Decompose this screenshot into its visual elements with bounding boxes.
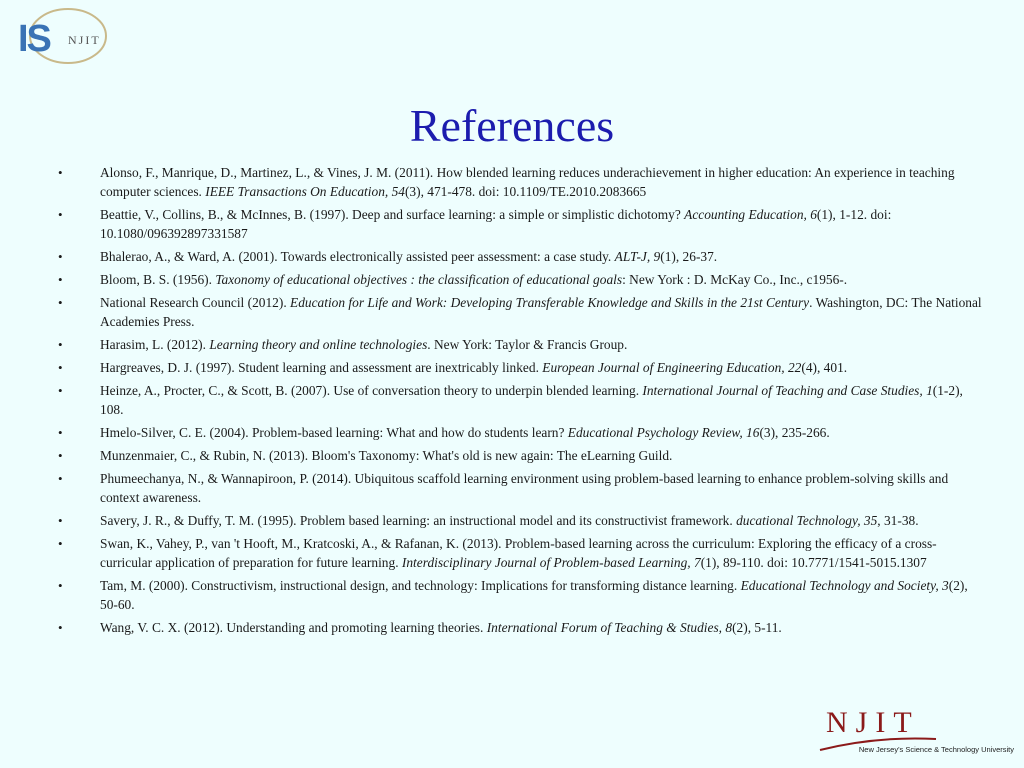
bullet-icon: •: [58, 513, 63, 528]
reference-text: Swan, K., Vahey, P., van 't Hooft, M., Kratcoski, A., & Rafanan, K. (2013). Problem-based learning across the curriculum: Exploring the efficacy of a cross-curricular application of preparation for future learning.: [100, 536, 937, 570]
reference-text: Bhalerao, A., & Ward, A. (2001). Towards electronically assisted peer assessment: a case study.: [100, 249, 615, 264]
njit-footer-logo: [816, 706, 1016, 754]
reference-text: Tam, M. (2000). Constructivism, instructional design, and technology: Implications for transforming distance learning.: [100, 578, 741, 593]
reference-source: ALT-J, 9: [614, 249, 661, 264]
reference-text: Phumeechanya, N., & Wannapiroon, P. (2014). Ubiquitous scaffold learning environment using problem-based learning to enhance problem-solving skills and context awareness.: [100, 471, 949, 505]
njit-letters: NJIT: [826, 706, 920, 739]
reference-text: Heinze, A., Procter, C., & Scott, B. (2007). Use of conversation theory to underpin blended learning.: [100, 383, 643, 398]
reference-source: European Journal of Engineering Education, 22: [542, 360, 802, 375]
logo-main-text: IS: [18, 18, 50, 60]
reference-item: [56, 511, 984, 530]
reference-source: Educational Psychology Review, 16: [567, 425, 760, 440]
reference-details: (2), 50-60.: [100, 578, 968, 612]
reference-item: [56, 358, 984, 377]
njit-tagline: New Jersey's Science & Technology University: [858, 745, 1014, 754]
reference-item: [56, 205, 984, 243]
reference-item: [56, 381, 984, 419]
reference-text: National Research Council (2012).: [100, 295, 291, 310]
reference-source: International Forum of Teaching & Studies, 8: [486, 620, 733, 635]
reference-details: (1), 1-12. doi: 10.1080/096392897331587: [100, 207, 892, 241]
reference-source: Taxonomy of educational objectives : the classification of educational goals: [215, 272, 623, 287]
bullet-icon: •: [58, 471, 63, 486]
bullet-icon: •: [58, 337, 63, 352]
page-title: References: [409, 99, 615, 151]
bullet-icon: •: [58, 295, 63, 310]
reference-details: (1), 26-37.: [660, 249, 718, 264]
reference-item: [56, 335, 984, 354]
bullet-icon: •: [58, 207, 63, 222]
reference-source: Educational Technology and Society, 3: [740, 578, 949, 593]
reference-source: International Journal of Teaching and Case Studies, 1: [642, 383, 933, 398]
bullet-icon: •: [58, 272, 63, 287]
bullet-icon: •: [58, 249, 63, 264]
reference-source: Interdisciplinary Journal of Problem-based Learning, 7: [401, 555, 701, 570]
reference-details: (3), 235-266.: [759, 425, 830, 440]
reference-text: Beattie, V., Collins, B., & McInnes, B. (1997). Deep and surface learning: a simple or simplistic dichotomy?: [100, 207, 685, 222]
reference-text: Alonso, F., Manrique, D., Martinez, L., & Vines, J. M. (2011). How blended learning reduces underachievement in higher education: An experience in teaching computer sciences.: [100, 165, 955, 199]
reference-item: [56, 163, 984, 201]
reference-item: [56, 618, 984, 637]
reference-details: : New York : D. McKay Co., Inc., c1956-.: [622, 272, 848, 287]
reference-source: ducational Technology, 35: [736, 513, 878, 528]
reference-text: Savery, J. R., & Duffy, T. M. (1995). Problem based learning: an instructional model and its constructivist framework.: [100, 513, 737, 528]
reference-details: (2), 5-11.: [732, 620, 782, 635]
reference-details: (1), 89-110. doi: 10.7771/1541-5015.1307: [700, 555, 927, 570]
reference-details: . Washington, DC: The National Academies Press.: [100, 295, 982, 329]
reference-item: [56, 293, 984, 331]
reference-details: . New York: Taylor & Francis Group.: [427, 337, 628, 352]
reference-item: [56, 469, 984, 507]
bullet-icon: •: [58, 165, 63, 180]
bullet-icon: •: [58, 425, 63, 440]
reference-source: IEEE Transactions On Education, 54: [205, 184, 405, 199]
reference-details: (4), 401.: [801, 360, 848, 375]
bullet-icon: •: [58, 383, 63, 398]
reference-item: [56, 534, 984, 572]
bullet-icon: •: [58, 578, 63, 593]
bullet-icon: •: [58, 360, 63, 375]
reference-text: Hargreaves, D. J. (1997). Student learning and assessment are inextricably linked.: [100, 360, 543, 375]
reference-text: Munzenmaier, C., & Rubin, N. (2013). Bloom's Taxonomy: What's old is new again: The eLearning Guild.: [100, 448, 673, 463]
reference-item: [56, 423, 984, 442]
logo-small-text: NJIT: [68, 33, 101, 47]
references-list: [56, 163, 984, 641]
reference-source: Accounting Education, 6: [684, 207, 817, 222]
reference-text: Harasim, L. (2012).: [100, 337, 210, 352]
is-njit-logo: [8, 6, 108, 68]
reference-details: , 31-38.: [877, 513, 919, 528]
reference-text: Hmelo-Silver, C. E. (2004). Problem-based learning: What and how do students learn?: [100, 425, 568, 440]
bullet-icon: •: [58, 448, 63, 463]
reference-details: (1-2), 108.: [100, 383, 963, 417]
bullet-icon: •: [58, 536, 63, 551]
reference-item: [56, 270, 984, 289]
reference-item: [56, 446, 984, 465]
reference-source: Learning theory and online technologies: [209, 337, 428, 352]
reference-text: Bloom, B. S. (1956).: [100, 272, 216, 287]
reference-text: Wang, V. C. X. (2012). Understanding and promoting learning theories.: [100, 620, 487, 635]
reference-source: Education for Life and Work: Developing Transferable Knowledge and Skills in the 21st Century: [290, 295, 810, 310]
reference-item: [56, 247, 984, 266]
reference-item: [56, 576, 984, 614]
bullet-icon: •: [58, 620, 63, 635]
reference-details: (3), 471-478. doi: 10.1109/TE.2010.2083665: [404, 184, 647, 199]
